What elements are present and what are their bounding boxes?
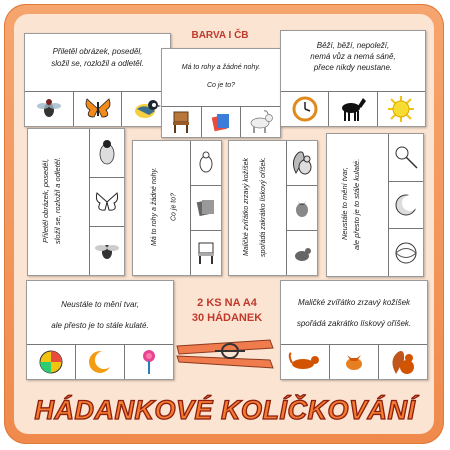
riddle-line-1: Maličké zvířátko zrzavý kožíšek xyxy=(243,157,250,257)
riddle-line-2: ale přesto je to stále kulaté. xyxy=(352,158,361,250)
riddle-line-2: nemá vůz a nemá sáně, xyxy=(310,51,396,61)
riddle-card-squirrel xyxy=(280,280,428,380)
riddle-line-1: Přiletěl obrázek, poseděl, xyxy=(52,47,143,56)
answer-cell-butterfly xyxy=(74,92,123,126)
chair-bw-icon xyxy=(196,241,216,265)
riddle-card-moon xyxy=(26,280,174,380)
riddle-text xyxy=(40,137,64,265)
answer-cell-ball xyxy=(27,345,76,379)
answer-row xyxy=(281,91,425,126)
answer-column xyxy=(89,129,124,275)
riddle-text xyxy=(145,149,184,265)
riddle-card-vertical-moon xyxy=(326,133,424,277)
answer-cell-cat xyxy=(281,345,330,379)
squirrel-bw-icon xyxy=(290,149,314,177)
answer-row xyxy=(25,91,170,126)
answer-cell-fly-bw xyxy=(90,227,124,275)
answer-cell-ball-bw xyxy=(389,229,423,276)
bird-icon xyxy=(131,97,161,121)
butterfly-icon xyxy=(84,97,112,121)
chair-icon xyxy=(170,110,192,134)
book-icon xyxy=(210,111,232,133)
book-bw-icon xyxy=(195,197,217,219)
fly-icon xyxy=(36,98,62,120)
answer-cell-book-bw xyxy=(191,186,221,231)
answer-cell-cat-bw xyxy=(287,231,317,275)
answer-cell-book xyxy=(202,107,242,137)
answer-cell-fox-bw xyxy=(287,186,317,231)
riddle-line-1: Přiletěl obrázek, poseděl, xyxy=(41,158,50,244)
riddle-card-vertical-squirrel xyxy=(228,140,318,276)
answer-cell-lollipop-bw xyxy=(389,134,423,182)
clothespin-icon xyxy=(175,332,275,370)
answer-cell-lollipop xyxy=(125,345,173,379)
answer-cell-bird-bw xyxy=(90,129,124,178)
ball-icon xyxy=(38,349,64,375)
answer-cell-chair xyxy=(162,107,202,137)
riddle-card-goat xyxy=(161,48,281,138)
answer-cell-squirrel-bw xyxy=(287,141,317,186)
riddle-card-butterfly xyxy=(24,33,171,127)
riddle-text xyxy=(239,149,273,265)
answer-cell-squirrel xyxy=(379,345,427,379)
lollipop-icon xyxy=(137,348,161,376)
riddle-line-1: Maličké zvířátko zrzavý kožíšek xyxy=(297,298,411,307)
answer-column xyxy=(286,141,317,275)
riddle-line-3: přece nikdy neustane. xyxy=(313,62,393,72)
butterfly-bw-icon xyxy=(94,189,120,215)
riddle-line-2: složil se, rozložil a odletěl. xyxy=(53,157,62,245)
riddle-line-2: Co je to? xyxy=(170,192,178,222)
answer-cell-goat-bw xyxy=(191,141,221,186)
sun-icon xyxy=(387,95,415,123)
goat-icon xyxy=(247,110,275,134)
riddle-line-1: Běží, běží, nepoleží, xyxy=(316,41,390,50)
answer-cell-chair-bw xyxy=(191,231,221,275)
riddle-line-2: spořádá zakrátko lískový oříšek. xyxy=(296,318,412,328)
fox-bw-icon xyxy=(290,196,314,220)
answer-cell-moon-bw xyxy=(389,182,423,230)
riddle-card-vertical-fly xyxy=(27,128,125,276)
answer-row xyxy=(281,344,427,379)
answer-cell-fly xyxy=(25,92,74,126)
riddle-count: 30 HÁDANEK xyxy=(191,312,263,324)
riddle-line-1: Má to rohy a žádné nohy. xyxy=(151,167,158,247)
riddle-text xyxy=(285,293,423,335)
horse-icon xyxy=(338,96,368,122)
answer-column xyxy=(190,141,221,275)
riddle-text xyxy=(31,295,169,337)
squirrel-icon xyxy=(388,348,418,376)
page-title: HÁDANKOVÉ KOLÍČKOVÁNÍ xyxy=(34,395,416,425)
riddle-card-vertical-goat xyxy=(132,140,222,276)
riddle-line-2: složil se, rozložil a odletěl. xyxy=(51,59,144,69)
moon-bw-icon xyxy=(393,192,419,218)
goat-bw-icon xyxy=(194,150,218,176)
riddle-line-2: Co je to? xyxy=(206,82,236,90)
riddle-line-1: Má to rohy a žádné nohy. xyxy=(181,64,261,71)
clock-icon xyxy=(292,96,318,122)
bird-bw-icon xyxy=(95,138,119,168)
lollipop-bw-icon xyxy=(393,144,419,170)
answer-cell-sun xyxy=(378,92,425,126)
moon-icon xyxy=(87,349,113,375)
answer-cell-clock xyxy=(281,92,329,126)
answer-cell-horse xyxy=(329,92,377,126)
sheet-count: 2 KS NA A4 xyxy=(197,297,257,309)
cat-bw-icon xyxy=(290,241,314,265)
riddle-text xyxy=(29,46,166,71)
riddle-line-1: Neustále to mění tvar, xyxy=(61,300,139,309)
answer-cell-goat xyxy=(241,107,280,137)
answer-cell-fox xyxy=(330,345,379,379)
riddle-line-2: ale přesto je to stále kulaté. xyxy=(51,320,149,330)
ball-bw-icon xyxy=(393,240,419,266)
cat-icon xyxy=(288,351,322,373)
riddle-text xyxy=(339,142,363,266)
answer-cell-moon xyxy=(76,345,125,379)
riddle-text xyxy=(285,41,421,73)
answer-row xyxy=(27,344,173,379)
riddle-line-1: Neustále to mění tvar, xyxy=(340,167,349,241)
riddle-text xyxy=(166,59,276,95)
riddle-line-2: spořádá zakrátko lískový oříšek. xyxy=(259,157,267,257)
answer-row xyxy=(162,106,280,137)
fox-icon xyxy=(339,349,369,375)
answer-column xyxy=(388,134,423,276)
color-version-badge: BARVA I ČB xyxy=(191,30,249,41)
riddle-card-horse xyxy=(280,30,426,127)
fly-bw-icon xyxy=(94,239,120,263)
answer-cell-butterfly-bw xyxy=(90,178,124,227)
